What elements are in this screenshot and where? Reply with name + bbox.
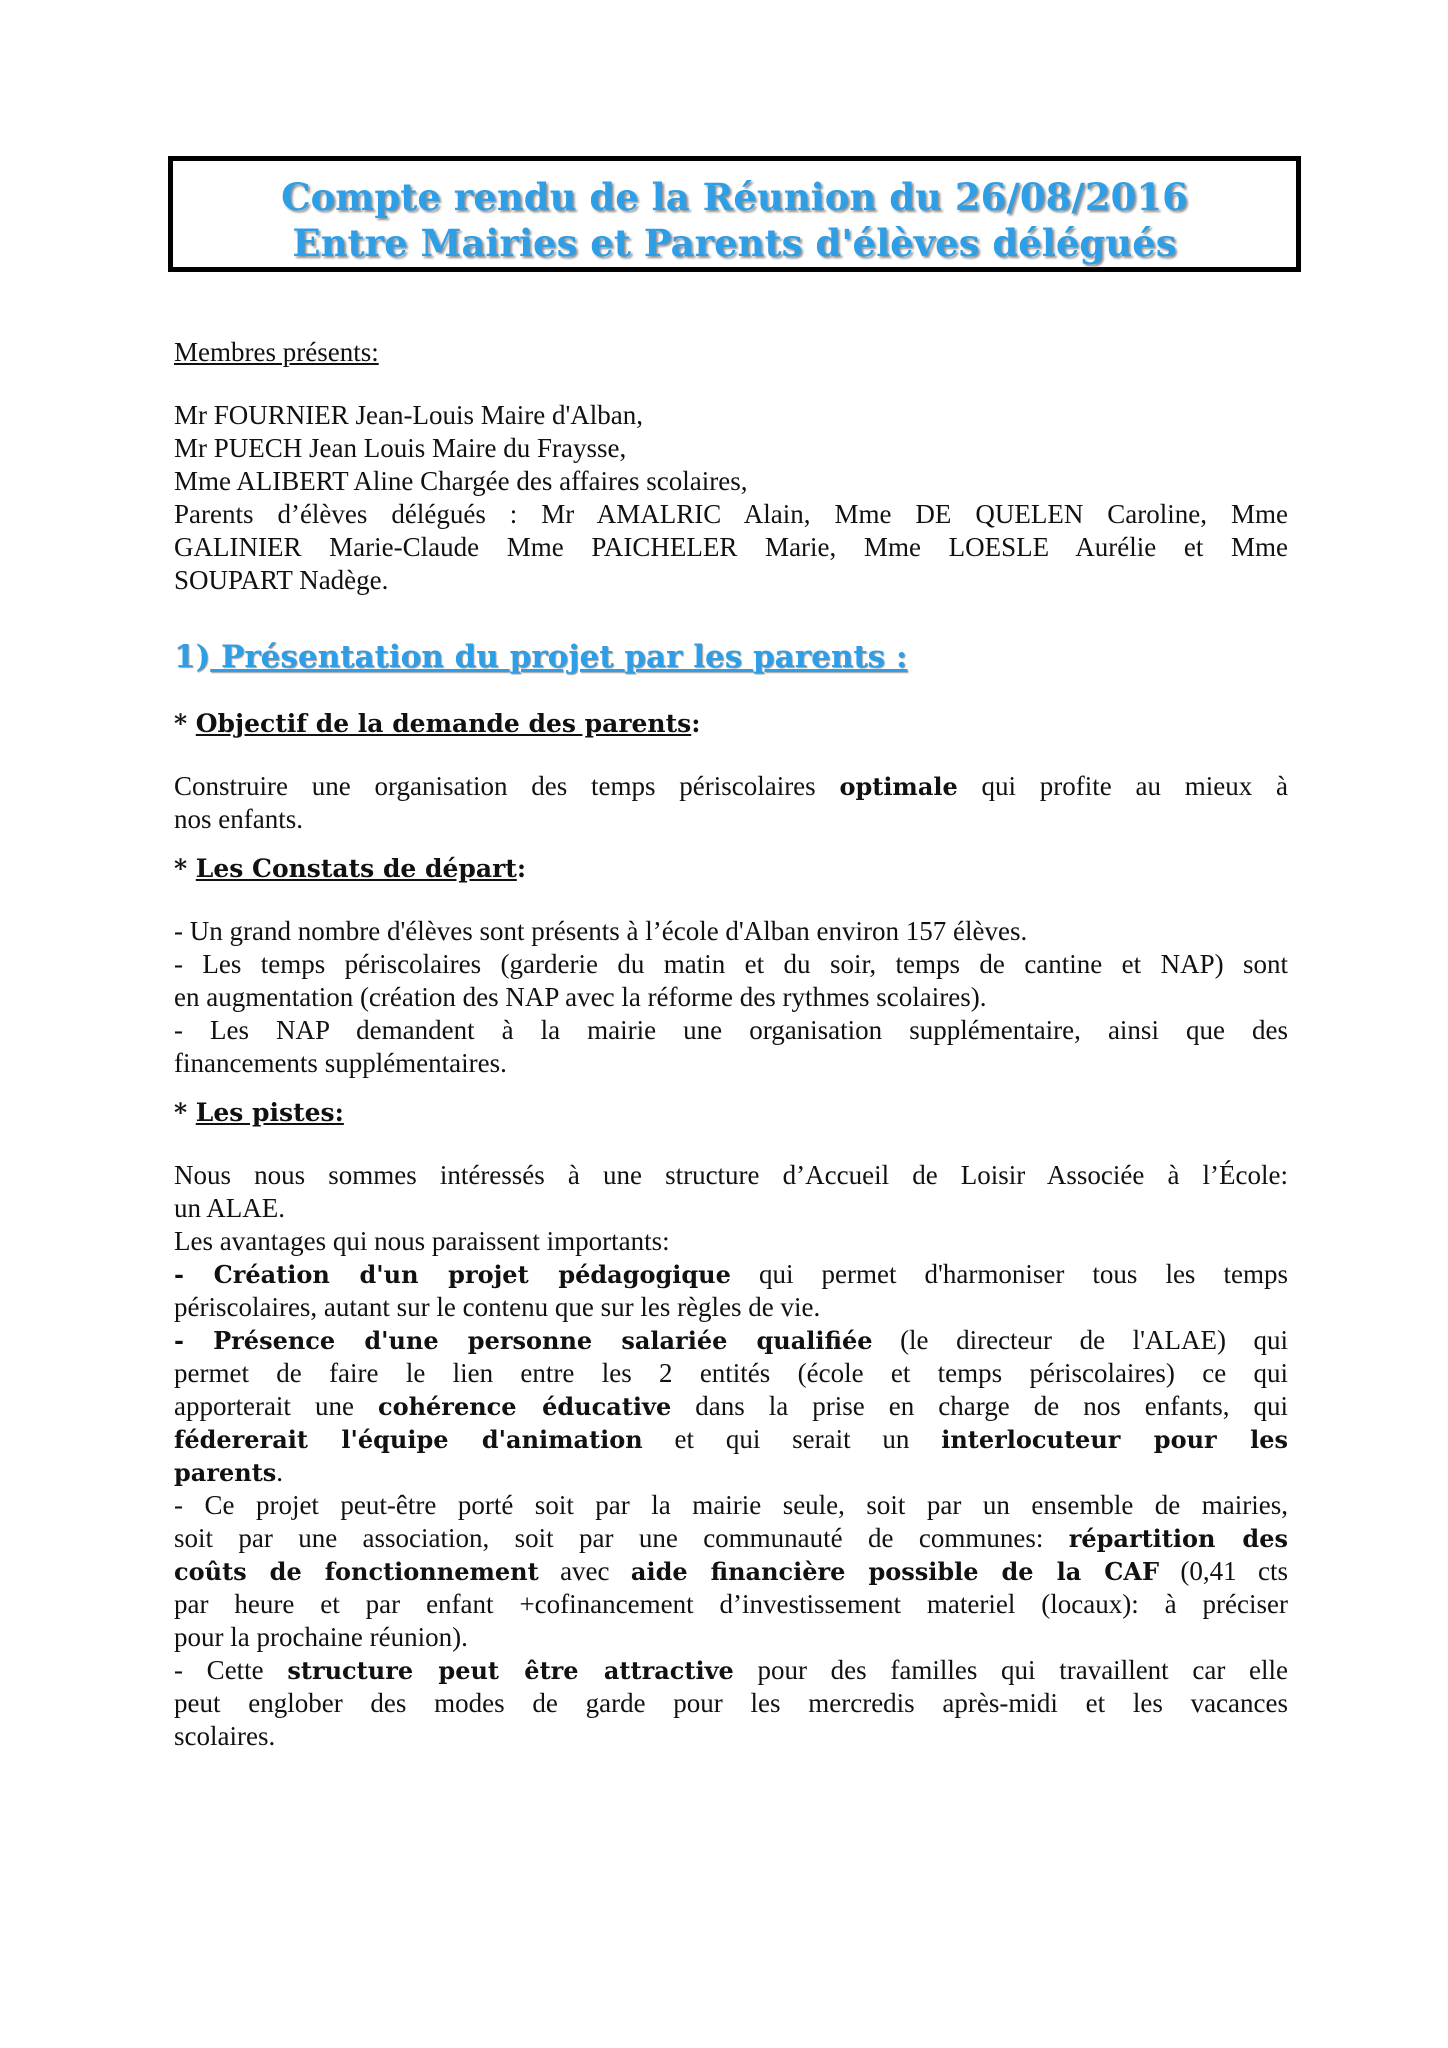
paragraph-line: par heure et par enfant +cofinancement d’investissement materiel (locaux): à préciser <box>174 1589 1288 1619</box>
paragraph-line: soit par une association, soit par une communauté de communes: répartition des <box>174 1523 1288 1553</box>
heading-colon: : <box>691 709 701 738</box>
paragraph-line: Nous nous sommes intéressés à une structure d’Accueil de Loisir Associée à l’École: <box>174 1160 1288 1190</box>
paragraph-line: en augmentation (création des NAP avec la réforme des rythmes scolaires). <box>174 982 987 1012</box>
members-list <box>174 399 1288 597</box>
paragraph-line: Les avantages qui nous paraissent importants: <box>174 1226 670 1256</box>
bullet-star: * <box>174 1098 196 1127</box>
member-line: Mr PUECH Jean Louis Maire du Fraysse, <box>174 433 627 463</box>
paragraph-line: - Les NAP demandent à la mairie une organisation supplémentaire, ainsi que des <box>174 1015 1288 1045</box>
constats-heading-text: Les Constats de départ <box>195 854 517 883</box>
paragraph-line: - Ce projet peut-être porté soit par la mairie seule, soit par un ensemble de mairies, <box>174 1490 1288 1520</box>
pistes-paragraph <box>174 1159 1288 1753</box>
members-heading-text: Membres présents: <box>174 337 379 367</box>
objectif-heading <box>174 707 1288 740</box>
paragraph-line: - Création d'un projet pédagogique qui permet d'harmoniser tous les temps <box>174 1259 1288 1289</box>
constats-heading <box>174 852 1288 885</box>
paragraph-line: financements supplémentaires. <box>174 1048 507 1078</box>
heading-colon: : <box>516 854 527 883</box>
paragraph-line: Construire une organisation des temps périscolaires optimale qui profite au mieux à <box>174 771 1288 801</box>
paragraph-line: parents. <box>174 1457 284 1487</box>
member-line: Mr FOURNIER Jean-Louis Maire d'Alban, <box>174 400 644 430</box>
document-body <box>174 336 1288 1753</box>
paragraph-line: apporterait une cohérence éducative dans la prise en charge de nos enfants, qui <box>174 1391 1288 1421</box>
paragraph-line: pour la prochaine réunion). <box>174 1622 468 1652</box>
paragraph-line: fédererait l'équipe d'animation et qui serait un interlocuteur pour les <box>174 1424 1288 1454</box>
bullet-star: * <box>174 854 196 883</box>
member-line: Mme ALIBERT Aline Chargée des affaires scolaires, <box>174 466 748 496</box>
paragraph-line: - Présence d'une personne salariée qualifiée (le directeur de l'ALAE) qui <box>174 1325 1288 1355</box>
constats-paragraph <box>174 915 1288 1080</box>
member-line: GALINIER Marie-Claude Mme PAICHELER Marie, Mme LOESLE Aurélie et Mme <box>174 532 1288 562</box>
paragraph-line: un ALAE. <box>174 1193 285 1223</box>
paragraph-line: - Cette structure peut être attractive pour des familles qui travaillent car elle <box>174 1655 1288 1685</box>
paragraph-line: - Un grand nombre d'élèves sont présents à l’école d'Alban environ 157 élèves. <box>174 916 1028 946</box>
paragraph-line: permet de faire le lien entre les 2 entités (école et temps périscolaires) ce qui <box>174 1358 1288 1388</box>
member-line: Parents d’élèves délégués : Mr AMALRIC Alain, Mme DE QUELEN Caroline, Mme <box>174 499 1288 529</box>
paragraph-line: périscolaires, autant sur le contenu que sur les règles de vie. <box>174 1292 821 1322</box>
paragraph-line: - Les temps périscolaires (garderie du matin et du soir, temps de cantine et NAP) sont <box>174 949 1288 979</box>
pistes-heading <box>174 1096 1288 1129</box>
pistes-heading-text: Les pistes: <box>195 1098 344 1127</box>
paragraph-line: peut englober des modes de garde pour les mercredis après-midi et les vacances <box>174 1688 1288 1718</box>
paragraph-line: scolaires. <box>174 1721 276 1751</box>
objectif-heading-text: Objectif de la demande des parents <box>195 709 692 738</box>
title-box <box>168 156 1301 272</box>
paragraph-line: coûts de fonctionnement avec aide financière possible de la CAF (0,41 cts <box>174 1556 1289 1586</box>
document-title-line-2: Entre Mairies et Parents d'élèves délégués <box>292 221 1177 265</box>
document-title-line-1: Compte rendu de la Réunion du 26/08/2016 <box>281 175 1188 219</box>
members-heading <box>174 336 1288 369</box>
paragraph-line: nos enfants. <box>174 804 303 834</box>
section-1-title <box>174 637 1288 677</box>
bullet-star: * <box>174 709 196 738</box>
section-1-number: 1) <box>174 639 211 675</box>
section-1-title-text: Présentation du projet par les parents : <box>210 639 908 675</box>
member-line: SOUPART Nadège. <box>174 565 389 595</box>
objectif-paragraph <box>174 770 1288 836</box>
